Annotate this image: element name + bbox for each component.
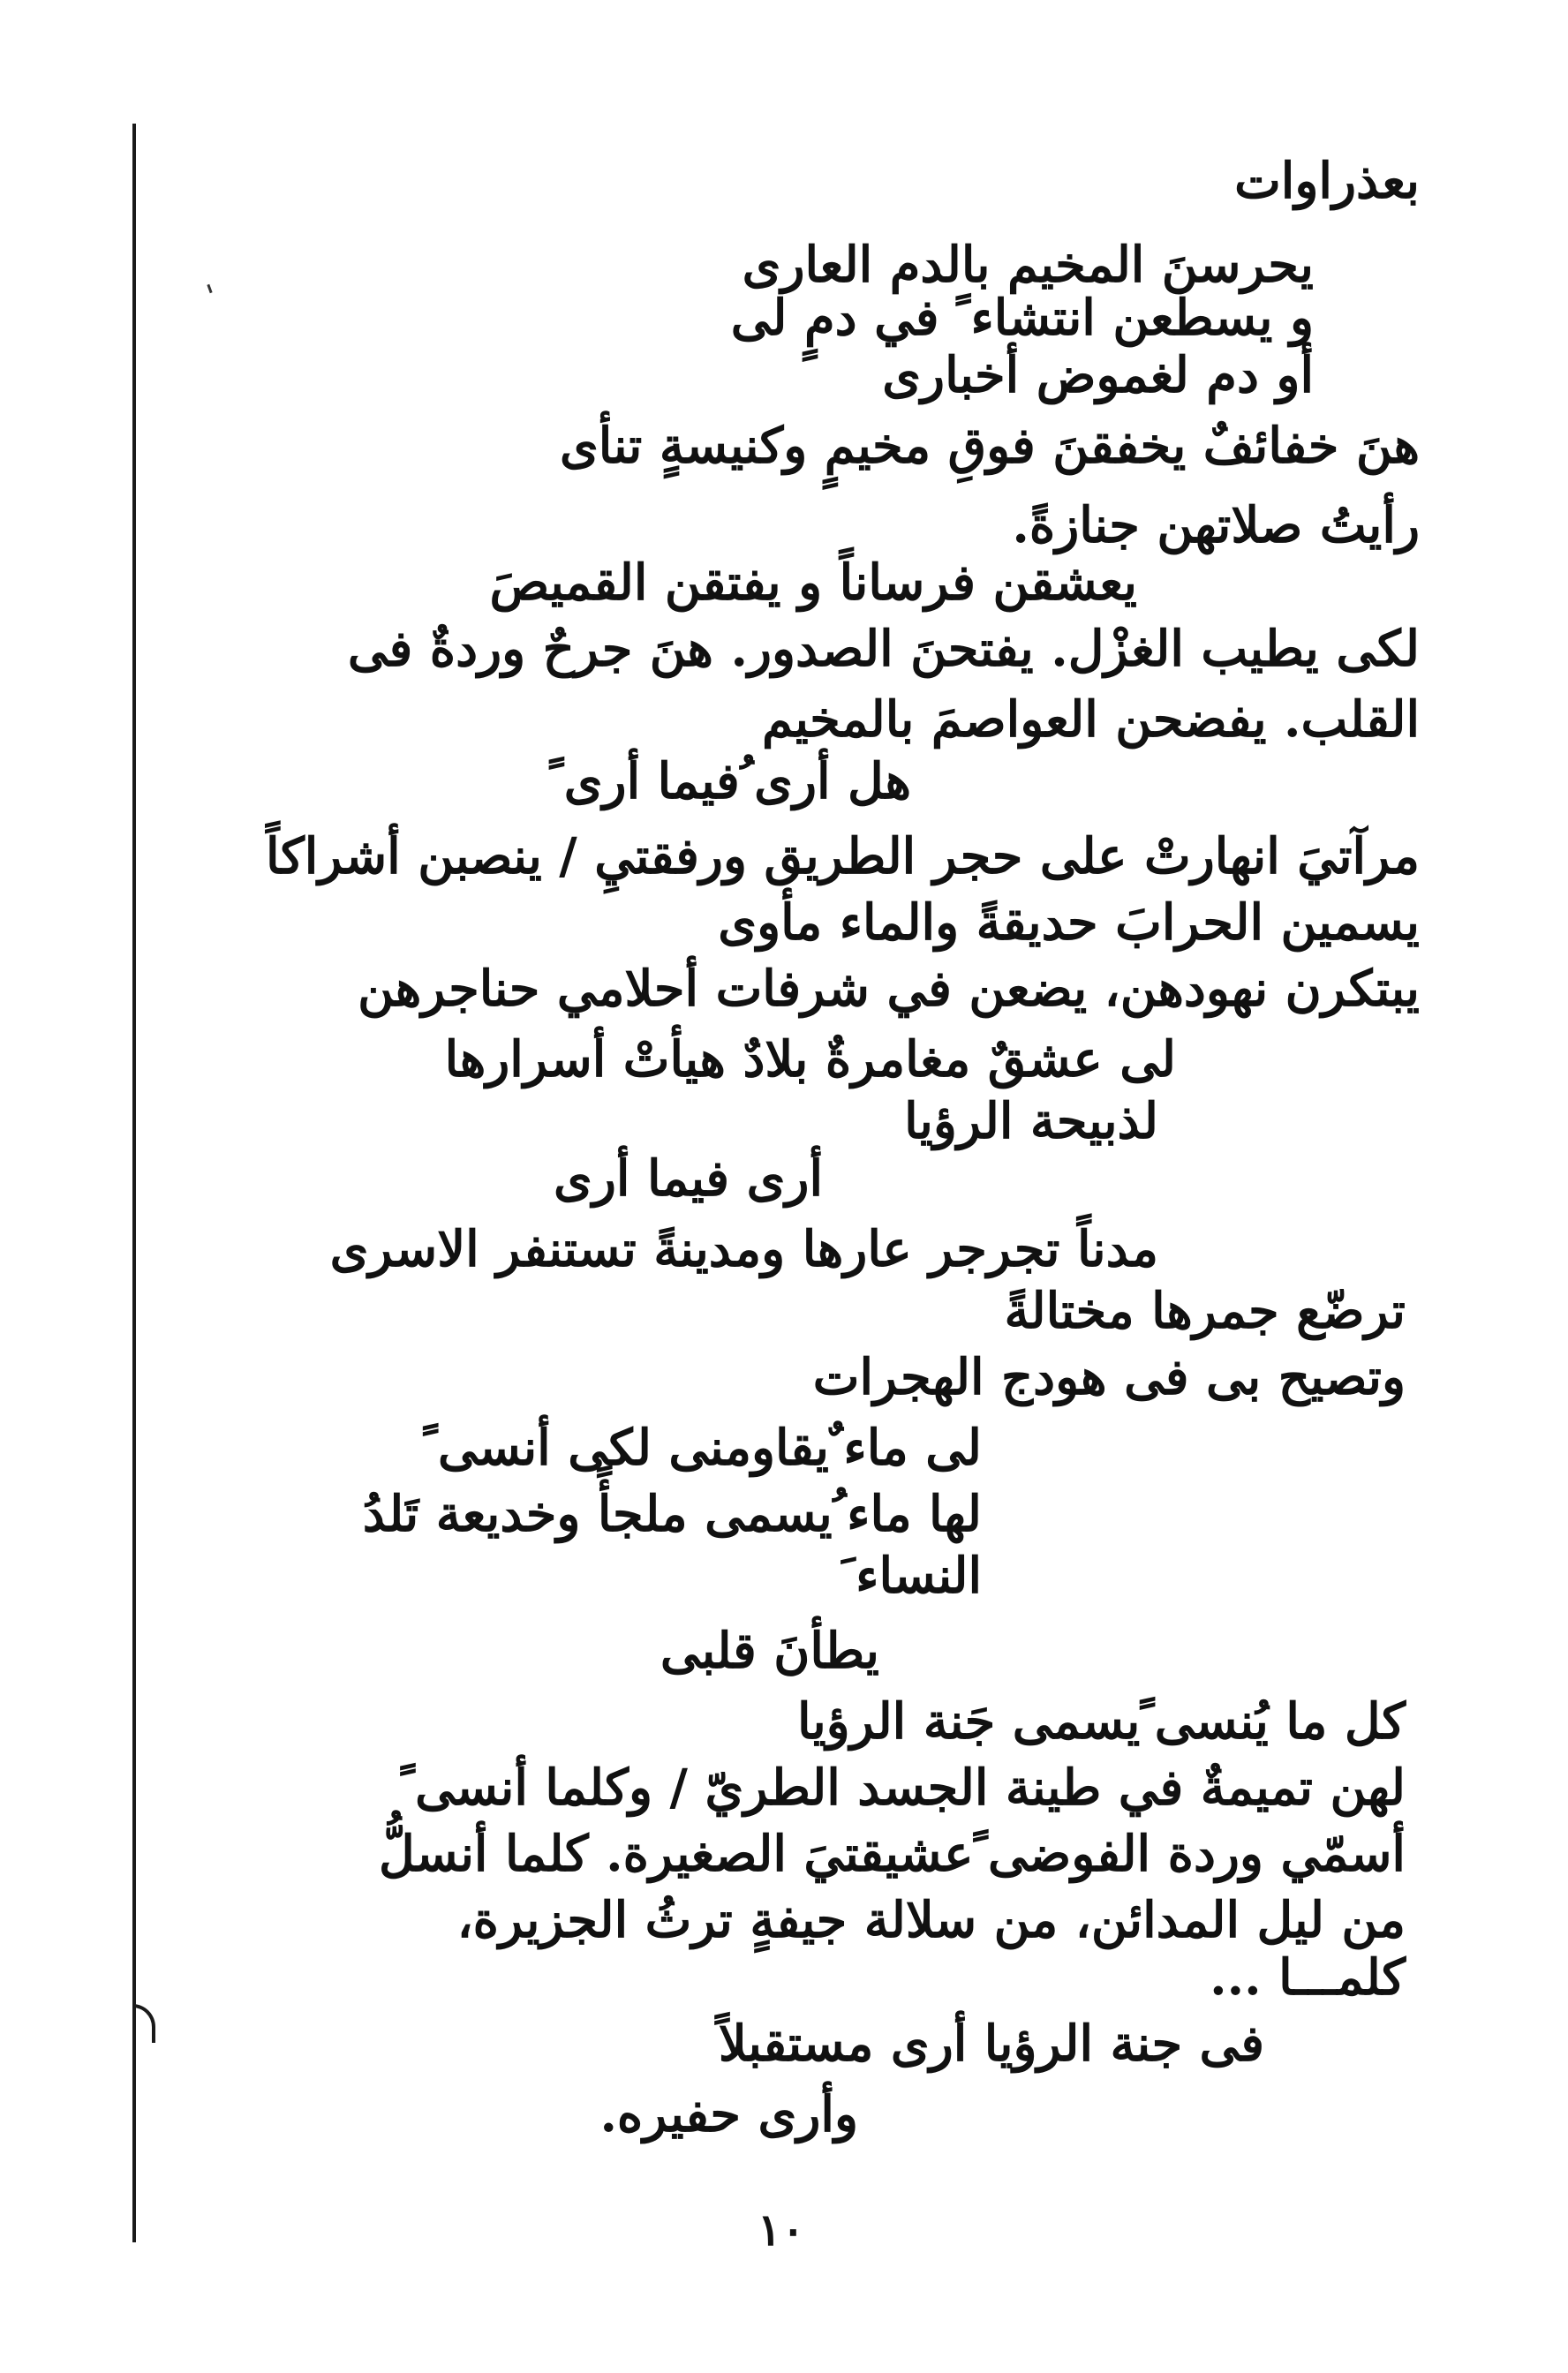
poem-line: يحرسنَ المخيم بالدم العارى	[742, 236, 1314, 294]
poem-line: يبتكرن نهودهن، يضعن في شرفات أحلامي حناجرهن	[358, 960, 1420, 1018]
poem-line: كلمـــا ...	[1210, 1948, 1406, 2007]
poem-line: مرآتيَ انهارتْ على حجر الطريق ورفقتيِ / ينصبن أشراكاً	[266, 827, 1420, 885]
poem-line: وتصيح بى فى هودج الهجرات	[812, 1348, 1406, 1406]
poem-line: أرى فيما أرى	[554, 1149, 823, 1208]
poem-line: لكى يطيب الغزْل. يفتحنَ الصدور. هنَ جرحٌ وردةٌ فى	[347, 620, 1420, 678]
page-margin-line	[132, 124, 136, 2242]
stray-ink-mark	[207, 284, 212, 293]
poem-line: هل أرى ُفيما أرى ً	[549, 752, 911, 810]
poem-line: فى جنة الرؤيا أرى مستقبلاً	[718, 2015, 1264, 2073]
poem-line: أو دم لغموض أخبارى	[882, 346, 1314, 404]
poem-line: يعشقن فرساناً و يفتقن القميصَ	[489, 554, 1137, 612]
poem-line: أسمّي وردة الفوضى ًعشيقتيَ الصغيرة. كلما أنسلُّ	[378, 1825, 1406, 1883]
poem-line: بعذراوات	[1234, 152, 1420, 210]
poem-line: يسمين الحرابَ حديقةً والماء مأوى	[718, 893, 1420, 952]
poem-line: لهن تميمةٌ في طينة الجسد الطريّ / وكلما أنسى ً	[400, 1759, 1406, 1817]
poem-line: مدناً تجرجر عارها ومدينةً تستنفر الاسرى	[329, 1220, 1158, 1278]
poem-line: و يسطعن انتشاء ً في دمٍ لى	[730, 289, 1314, 347]
poem-line: لى عشقٌ مغامرةٌ بلادٌ هيأتْ أسرارها	[444, 1030, 1176, 1089]
poem-line: القلب. يفضحن العواصمَ بالمخيم	[761, 690, 1420, 749]
poem-line: لذبيحة الرؤيا	[904, 1092, 1158, 1150]
poem-line: كل ما يُنسى ًيسمى جَنة الرؤيا	[797, 1692, 1406, 1751]
poem-line: من ليل المدائن، من سلالة جيفةٍ ترثُ الجزيرة،	[456, 1891, 1406, 1949]
margin-line-hook	[132, 2004, 155, 2043]
poem-line: يطأنَ قلبى	[660, 1622, 879, 1680]
poem-line: لى ماء ٌيقاومنى لكى أنسى ً	[423, 1419, 982, 1477]
poem-line: هنَ خفائفٌ يخفقنَ فوقِ مخيمٍ وكنيسةٍ تنأى	[559, 417, 1420, 475]
poem-line: لها ماء ُيسمى ملجأً وخديعة تَلدُ	[362, 1485, 982, 1543]
poem-line: رأيتُ صلاتهن جنازةً.	[1012, 496, 1420, 554]
poem-line: ترضّع جمرها مختالةً	[1004, 1282, 1406, 1340]
page-number: ١٠	[758, 2204, 805, 2256]
poem-line: النساء َ	[841, 1547, 982, 1605]
poem-line: وأرى حفيره.	[599, 2085, 858, 2143]
